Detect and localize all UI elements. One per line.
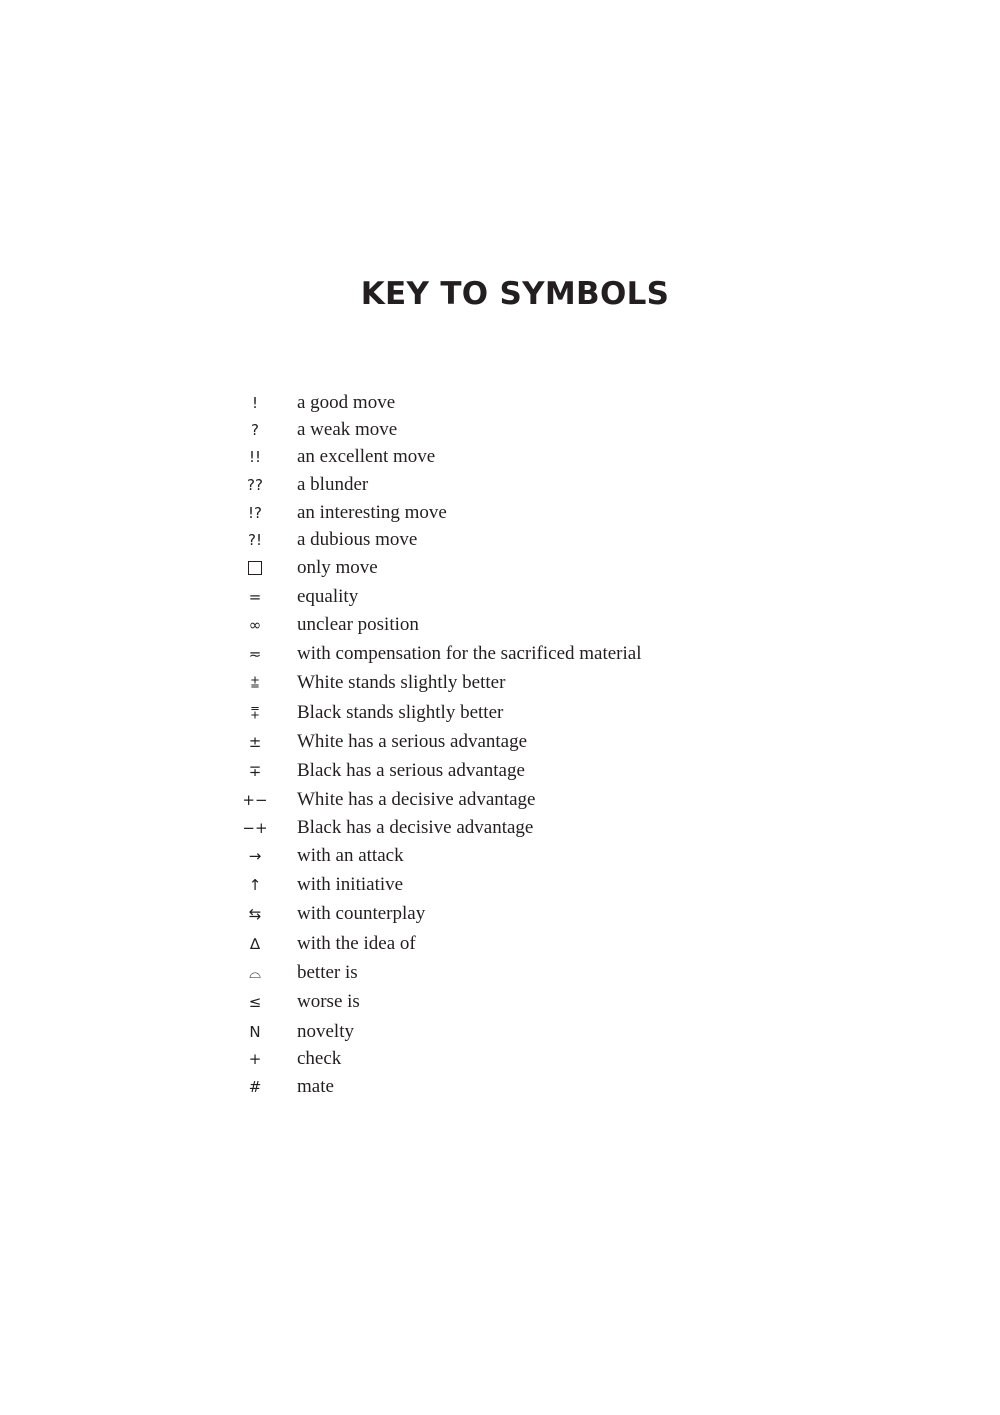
symbol-glyph: → (248, 847, 262, 865)
symbol-glyph: ⇆ (248, 905, 262, 923)
symbol-row (0, 729, 1000, 755)
square-icon (230, 555, 280, 581)
symbol-glyph: ⩱ (250, 704, 260, 722)
symbol-row (0, 700, 1000, 726)
symbol-row (0, 1019, 1000, 1045)
symbol-glyph: # (248, 1078, 262, 1096)
symbol-meaning: equality (297, 586, 359, 607)
symbol-glyph: ± (248, 733, 262, 751)
symbol-meaning: White stands slightly better (297, 672, 506, 693)
symbol-glyph: N (249, 1023, 261, 1041)
symbol-glyph: ∓ (248, 762, 262, 780)
symbol-glyph: ?? (247, 476, 263, 494)
symbol-row (0, 527, 1000, 553)
symbol-meaning: Black has a decisive advantage (297, 817, 534, 838)
symbol-meaning: an interesting move (297, 502, 447, 523)
symbol-glyph: ≂ (248, 645, 262, 663)
symbol-meaning: a good move (297, 392, 396, 413)
square-shape (248, 561, 262, 575)
symbol-meaning: better is (297, 962, 358, 983)
symbol-meaning: check (297, 1048, 342, 1069)
symbol-meaning: worse is (297, 991, 360, 1012)
symbol-meaning: with counterplay (297, 903, 426, 924)
symbol-meaning: a blunder (297, 474, 369, 495)
symbol-glyph: ≤ (248, 993, 262, 1011)
symbol-glyph: = (248, 588, 262, 606)
symbol-meaning: an excellent move (297, 446, 436, 467)
symbol-meaning: mate (297, 1076, 334, 1097)
symbol-glyph: ! (251, 394, 258, 412)
symbol-row (0, 555, 1000, 581)
symbol-meaning: novelty (297, 1021, 354, 1042)
symbol-glyph: !? (248, 504, 262, 522)
symbol-row (0, 417, 1000, 443)
symbol-meaning: only move (297, 557, 378, 578)
symbol-meaning: with initiative (297, 874, 404, 895)
symbol-glyph: +− (242, 791, 268, 809)
symbol-glyph: ? (251, 421, 259, 439)
symbol-glyph: ∆ (249, 935, 261, 953)
symbol-meaning: a weak move (297, 419, 398, 440)
symbol-row (0, 758, 1000, 784)
symbol-row (0, 901, 1000, 927)
symbol-meaning: unclear position (297, 614, 419, 635)
symbol-glyph: ⩲ (250, 674, 260, 692)
symbol-row (0, 931, 1000, 957)
symbol-meaning: White has a decisive advantage (297, 789, 536, 810)
symbol-meaning: with an attack (297, 845, 404, 866)
symbol-meaning: with compensation for the sacrificed material (297, 643, 642, 664)
symbol-glyph: ?! (248, 531, 262, 549)
symbol-glyph: + (248, 1050, 262, 1068)
symbol-meaning: a dubious move (297, 529, 418, 550)
symbol-row (0, 815, 1000, 841)
symbol-row (0, 584, 1000, 610)
symbol-glyph: !! (248, 448, 262, 466)
symbol-row (0, 1074, 1000, 1100)
symbol-row (0, 670, 1000, 696)
symbol-glyph: ↑ (248, 876, 262, 894)
symbol-row (0, 390, 1000, 416)
symbol-meaning: White has a serious advantage (297, 731, 528, 752)
symbol-row (0, 1046, 1000, 1072)
symbol-row (0, 641, 1000, 667)
symbol-meaning: Black has a serious advantage (297, 760, 525, 781)
symbol-row (0, 843, 1000, 869)
symbol-glyph: −+ (242, 819, 268, 837)
symbol-row (0, 960, 1000, 986)
symbol-row (0, 472, 1000, 498)
symbol-row (0, 612, 1000, 638)
symbol-row (0, 444, 1000, 470)
symbol-meaning: with the idea of (297, 933, 416, 954)
symbol-glyph: ⌓ (249, 964, 261, 982)
symbol-row (0, 500, 1000, 526)
page-title: KEY TO SYMBOLS (360, 276, 670, 312)
symbol-meaning: Black stands slightly better (297, 702, 504, 723)
symbol-row (0, 872, 1000, 898)
symbol-row (0, 989, 1000, 1015)
symbol-row (0, 787, 1000, 813)
symbol-glyph: ∞ (248, 616, 262, 634)
